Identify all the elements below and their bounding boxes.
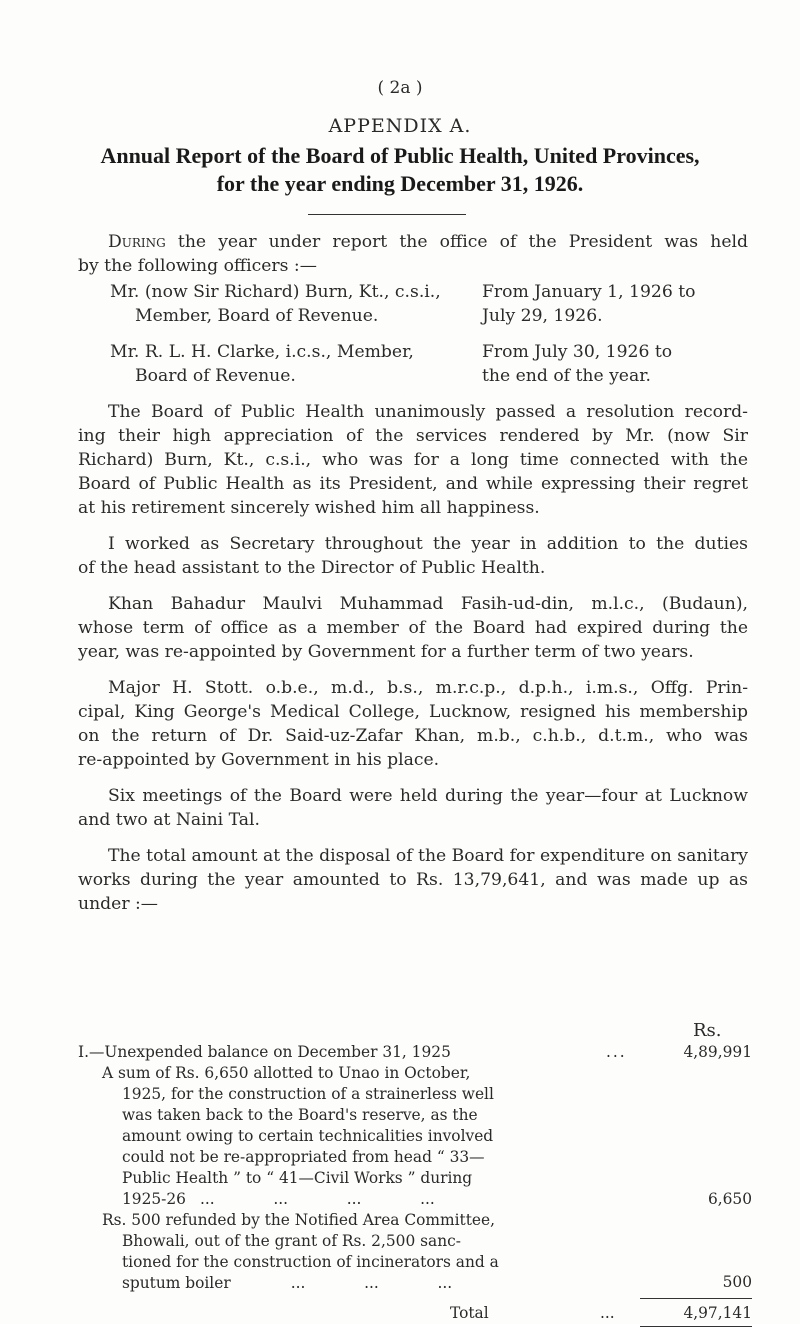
paragraph-meetings (78, 784, 748, 832)
drop-word: During (108, 232, 166, 252)
officer-2-name: Mr. R. L. H. Clarke, i.c.s., Member, (110, 342, 414, 362)
total-amount: 4,97,141 (683, 1304, 752, 1322)
intro-line-2: by the following officers :— (78, 256, 317, 276)
leader-dots: ... ... ... (290, 1274, 453, 1292)
ledger-item-1 (78, 1042, 627, 1063)
ledger-item-text: 1925, for the construction of a strainerless well (122, 1085, 494, 1103)
text-line: whose term of office as a member of the Board had expired during the (78, 618, 748, 638)
text-line: year, was re-appointed by Government for a further term of two years. (78, 642, 694, 662)
text-line: ing their high appreciation of the services rendered by Mr. (now Sir (78, 426, 748, 446)
officer-2-to: the end of the year. (482, 366, 652, 386)
ledger-amount-2: 6,650 (707, 1190, 752, 1208)
text-line: Six meetings of the Board were held during the year—four at Lucknow (108, 786, 748, 806)
paragraph-secretary (78, 532, 748, 580)
text-line: works during the year amounted to Rs. 13,79,641, and was made up as (78, 870, 748, 890)
officer-2-post: Board of Revenue. (135, 366, 296, 386)
paragraph-total-amount (78, 844, 748, 916)
total-leader-dots: ... (600, 1304, 615, 1322)
leader-dots: ... (606, 1043, 627, 1061)
text-line: Major H. Stott. o.b.e., m.d., b.s., m.r.c.p., d.p.h., i.m.s., Offg. Prin- (108, 678, 748, 698)
ledger-item-3 (102, 1210, 622, 1294)
text-line: cipal, King George's Medical College, Lucknow, resigned his membership (78, 702, 748, 722)
text-line: Richard) Burn, Kt., c.s.i., who was for a long time connected with the (78, 450, 748, 470)
title-divider (308, 214, 466, 215)
ledger-item-text: A sum of Rs. 6,650 allotted to Unao in October, (102, 1064, 471, 1082)
text-line: The Board of Public Health unanimously passed a resolution record- (108, 402, 748, 422)
ledger-item-text: Public Health ” to “ 41—Civil Works ” during (122, 1169, 473, 1187)
report-title-line-1: Annual Report of the Board of Public Health, United Provinces, (100, 143, 700, 168)
text-line: under :— (78, 894, 158, 914)
ledger-item-text: tioned for the construction of incinerators and a (122, 1253, 499, 1271)
ledger-item-last-line: sputum boiler ... ... ... (122, 1274, 453, 1292)
ledger-item-text: was taken back to the Board's reserve, as the (122, 1106, 478, 1124)
text-line: Board of Public Health as its President, and while expressing their regret (78, 474, 748, 494)
intro-text: the year under report the office of the President was held (165, 232, 748, 252)
ledger-amount-3: 500 (722, 1273, 752, 1291)
total-rule (640, 1298, 752, 1299)
ledger-item-text: could not be re-appropriated from head “ 33— (122, 1148, 485, 1166)
page-number: ( 2a ) (377, 78, 423, 98)
text-line: Khan Bahadur Maulvi Muhammad Fasih-ud-din, m.l.c., (Budaun), (108, 594, 748, 614)
currency-header: Rs. (693, 1020, 722, 1041)
ledger-item-2 (102, 1063, 602, 1210)
leader-dots: ... ... ... ... (199, 1190, 435, 1208)
text-line: of the head assistant to the Director of Public Health. (78, 558, 546, 578)
appendix-heading: APPENDIX A. (328, 115, 472, 137)
officer-1-to: July 29, 1926. (482, 306, 603, 326)
ledger-item-text: amount owing to certain technicalities involved (122, 1127, 494, 1145)
text-line: I worked as Secretary throughout the year in addition to the duties (108, 534, 748, 554)
ledger-item-text: Rs. 500 refunded by the Notified Area Committee, (102, 1211, 496, 1229)
text-line: The total amount at the disposal of the Board for expenditure on sanitary (108, 846, 748, 866)
text-line: on the return of Dr. Said-uz-Zafar Khan, m.b., c.h.b., d.t.m., who was (78, 726, 748, 746)
intro-line-1 (78, 230, 748, 254)
report-title-line-2: for the year ending December 31, 1926. (216, 171, 584, 196)
text-line: at his retirement sincerely wished him all happiness. (78, 498, 540, 518)
ledger-item-year: 1925-26 (122, 1190, 186, 1208)
ledger-item-text (102, 1189, 602, 1210)
officer-1-name: Mr. (now Sir Richard) Burn, Kt., c.s.i., (110, 282, 441, 302)
intro-paragraph (78, 230, 748, 278)
paragraph-resolution (78, 400, 748, 520)
text-line: re-appointed by Government in his place. (78, 750, 440, 770)
text-line: and two at Naini Tal. (78, 810, 260, 830)
officer-2-from: From July 30, 1926 to (482, 342, 673, 362)
paragraph-reappointment (78, 592, 748, 664)
paragraph-resignation (78, 676, 748, 772)
officer-1-from: From January 1, 1926 to (482, 282, 696, 302)
officer-1-post: Member, Board of Revenue. (135, 306, 379, 326)
total-label: Total (450, 1304, 489, 1322)
ledger-amount-1: 4,89,991 (683, 1043, 752, 1061)
ledger-item-text: I.—Unexpended balance on December 31, 1925 (78, 1043, 451, 1061)
ledger-item-text: Bhowali, out of the grant of Rs. 2,500 sanc- (122, 1232, 461, 1250)
